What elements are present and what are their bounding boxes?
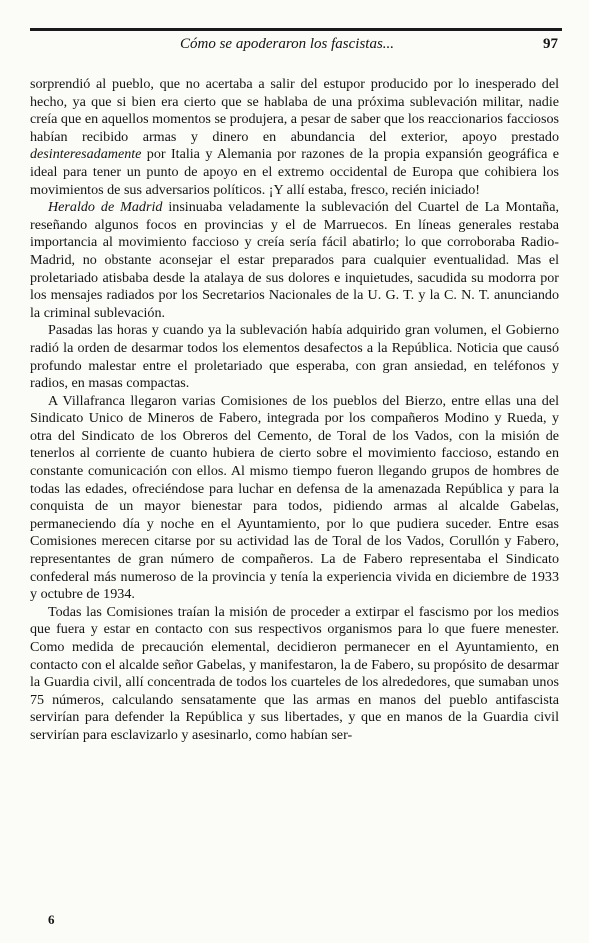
paragraph-1 xyxy=(30,76,559,199)
running-title: Cómo se apoderaron los fascistas... xyxy=(180,36,395,52)
paragraph-5: Todas las Comisiones traían la misión de proceder a extirpar el fascismo por los medios que fuera y estar en contacto con sus respectivos organismos para lo que fuere menester. Como medida de precaución elemental, decidieron permanecer en el Ayuntamiento, en contacto con el alcalde señor Gabelas, y manifestaron, la de Fabero, su propósito de desarmar la Guardia civil, allí concentrada de todos los cuarteles de los alrededores, que sumaban unos 75 números, calculando sensatamente que las armas en manos del pueblo antifascista servirían para defender la República y sus libertades, y que en manos de la Guardia civil servirían para esclavizarlo y asesinarlo, como habían ser- xyxy=(30,603,559,743)
paragraph-1-part-a: sorprendió al pueblo, que no acertaba a salir del estupor producido por lo inesperado del hecho, ya que si bien era cierto que se hablaba de una próxima sublevación militar, nadie creía que en aquellos momentos se produjera, a pesar de saber que los reaccionarios facciosos habían recibido armas y dinero en abundancia del exterior, apoyo prestado xyxy=(30,76,559,145)
paragraph-1-part-b: por Italia y Alemania por razones de la propia expansión geográfica e ideal para tener un punto de apoyo en el extremo occidental de Europa que cohibiera los movimientos de sus adversarios políticos. ¡Y allí estaba, fresco, recién iniciado! xyxy=(30,146,559,198)
body-text xyxy=(30,76,559,745)
newspaper-title: Heraldo de Madrid xyxy=(48,199,163,216)
page-header xyxy=(30,34,562,54)
header-rule xyxy=(30,28,562,31)
page-number: 97 xyxy=(543,36,558,52)
paragraph-4: A Villafranca llegaron varias Comisiones de los pueblos del Bierzo, entre ellas una del Sindicato Unico de Mineros de Fabero, integrada por los compañeros Modino y Rueda, y otra del Sindicato de los Obreros del Cemento, de Toral de los Vados, con la misión de tenerlos al corriente de cuanto hubiera de cierto sobre el movimiento faccioso, estando en constante comunicación con ellos. Al mismo tiempo fueron llegando grupos de hombres de todas las edades, ofreciéndose para luchar en defensa de la amenazada República y para la conquista de un mayor bienestar para todos, pidiendo armas al alcalde Gabelas, permaneciendo día y noche en el Ayuntamiento, por lo que pudiera suceder. Entre esas Comisiones merecen citarse por su actividad las de Toral de los Vados, Corullón y Fabero, representantes de gran número de compañeros. La de Fabero representaba el Sindicato confederal más numeroso de la provincia y tenía la experiencia vivida en diciembre de 1933 y octubre de 1934. xyxy=(30,392,559,603)
signature-mark: 6 xyxy=(48,912,55,927)
paragraph-1-emphasis: desinteresadamente xyxy=(30,146,142,163)
paragraph-2 xyxy=(30,199,559,322)
paragraph-3: Pasadas las horas y cuando ya la sublevación había adquirido gran volumen, el Gobierno radió la orden de desarmar todos los elementos desafectos a la República. Noticia que causó profundo malestar entre el proletariado que esperaba, con gran ansiedad, en teléfonos y radios, en masas compactas. xyxy=(30,322,559,392)
paragraph-2-rest: insinuaba veladamente la sublevación del Cuartel de La Montaña, reseñando algunos focos en provincias y el de Marruecos. En líneas generales restaba importancia al movimiento faccioso y creía sería fácil abatirlo; lo que corroboraba Radio-Madrid, no obstante aconsejar el estar preparados para cualquier eventualidad. Mas el proletariado atisbaba desde la atalaya de sus dolores e inquietudes, sacudida su modorra por los mensajes radiados por los Secretarios Nacionales de la U. G. T. y la C. N. T. anunciando la criminal sublevación. xyxy=(30,199,559,321)
